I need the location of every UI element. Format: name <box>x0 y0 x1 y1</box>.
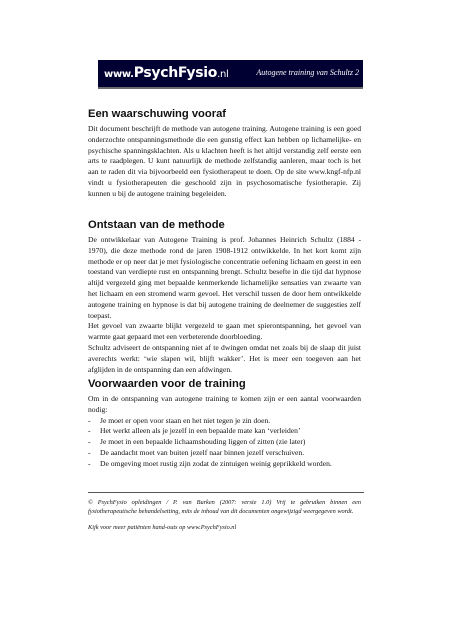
conditions-list <box>88 416 361 470</box>
section-paragraph: Het gevoel van zwaarte blijkt vergezeld te gaan met spierontspanning, het gevoel van warmte gaat gepaard met een verbeterende doorbloeding. <box>88 321 361 342</box>
section-heading: Ontstaan van de methode <box>88 219 225 231</box>
list-item: - De aandacht moet van buiten jezelf naar binnen jezelf verschuiven. <box>88 448 361 459</box>
section-conditions <box>88 377 361 470</box>
section-paragraph: Dit document beschrijft de methode van autogene training. Autogene training is een goed onderzochte ontspanningsmethode die een gunstig effect kan hebben op lichamelijke- en psychische spanningsklachten. Als u klachten heeft is het altijd verstandig zelf eerste een arts te raadplegen. U kunt natuurlijk de methode zelfstandig aanleren, maar toch is het aan te raden dit via bijvoorbeeld een fysiotherapeut te doen. Op de site www.kngf-nfp.nl vindt u fysiotherapeuten die geschoold zijn in psychosomatische fysiotherapie. Zij kunnen u bij de autogene training begeleiden. <box>88 124 361 198</box>
footer-divider <box>88 492 364 493</box>
section-paragraph: De ontwikkelaar van Autogene Training is prof. Johannes Heinrich Schultz (1884 - 1970), die deze methode rond de jaren 1908-1912 ontwikkelde. In het kort komt zijn methode er op neer dat je met fysiologische concentratie oefening lichaam en geest in een toestand van verdiepte rust en ontspanning brengt. Schultz besefte in die tijd dat hypnose altijd vergezeld ging met bepaalde kenmerkende lichamelijke sensaties van zwaarte van het lichaam en een stromend warm gevoel. Het verschil tussen de door hem ontwikkelde autogene training en hypnose is dat bij autogene training de deelnemer de suggesties zelf toepast. <box>88 235 361 320</box>
brand-main: PsychFysio <box>133 65 218 81</box>
section-intro: Om in de ontspanning van autogene training te komen zijn er een aantal voorwaarden nodig: <box>88 394 361 414</box>
footer-hint: Kijk voor meer patiënten hand-outs op www.PsychFysio.nl <box>88 524 237 531</box>
section-paragraph: Schultz adviseert de ontspanning niet af te dwingen omdat net zoals bij de slaap dit juist averechts werkt: ‘wie slapen wil, blijft wakker’. Het is meer een toegeven aan het afglijden in de ontspanning dan een afdwingen. <box>88 342 361 374</box>
section-heading: Een waarschuwing vooraf <box>88 108 227 120</box>
list-item: - Je moet er open voor staan en het niet tegen je zin doen. <box>88 416 361 427</box>
header-subtitle: Autogene training van Schultz 2 <box>256 68 359 77</box>
page-footer <box>88 498 361 532</box>
list-item: - Het werkt alleen als je jezelf in een bepaalde mate kan ‘verleiden’ <box>88 426 361 437</box>
section-origin <box>88 218 361 375</box>
footer-copyright: © PsychFysio opleidingen / P. van Burken (2007: versie 1.0) Vrij te gebruiken binnen een fysiotherapeutische behandelsetting, mits de inhoud van dit documenten ongewijzigd weergegeven wordt. <box>88 499 361 515</box>
page-header-banner <box>98 60 363 89</box>
brand-suffix: .nl <box>217 69 229 80</box>
list-item: - Je moet in een bepaalde lichaamshouding liggen of zitten (zie later) <box>88 437 361 448</box>
section-heading: Voorwaarden voor de training <box>88 378 246 390</box>
section-warning <box>88 107 361 200</box>
brand-prefix: www. <box>104 69 134 80</box>
list-item: - De omgeving moet rustig zijn zodat de zintuigen weinig geprikkeld worden. <box>88 459 361 470</box>
brand-logo <box>104 65 229 81</box>
